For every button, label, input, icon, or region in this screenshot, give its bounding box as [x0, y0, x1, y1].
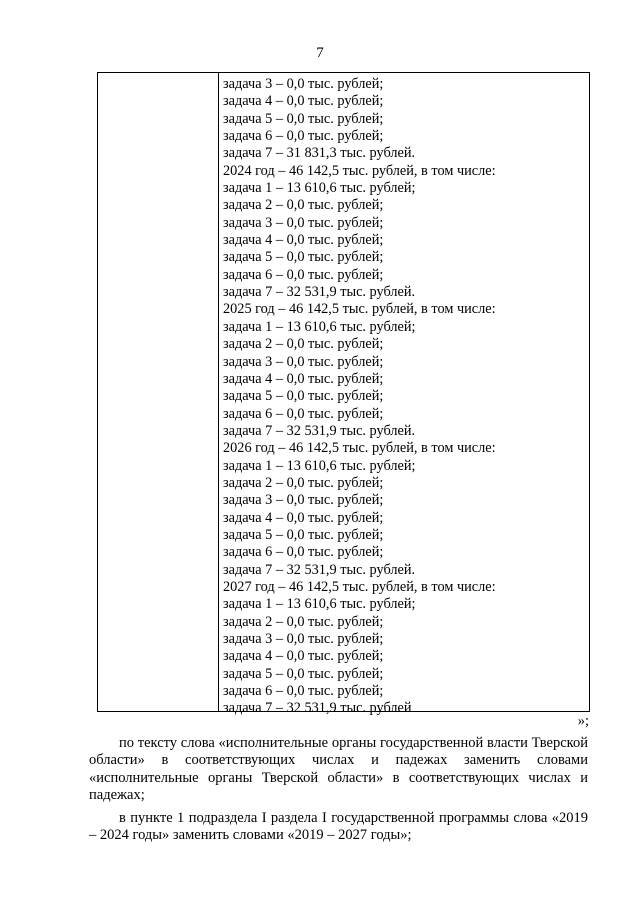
table-line: задача 2 – 0,0 тыс. рублей;	[223, 336, 384, 353]
table-line: задача 7 – 32 531,9 тыс. рублей	[223, 700, 412, 717]
table-line: задача 7 – 32 531,9 тыс. рублей.	[223, 422, 416, 439]
table-line: задача 2 – 0,0 тыс. рублей;	[223, 197, 384, 214]
table-line: задача 1 – 13 610,6 тыс. рублей;	[223, 457, 416, 474]
table-line: задача 1 – 13 610,6 тыс. рублей;	[223, 318, 416, 335]
table-line: задача 2 – 0,0 тыс. рублей;	[223, 474, 384, 491]
table-line: задача 6 – 0,0 тыс. рублей;	[223, 683, 384, 700]
table-line: задача 6 – 0,0 тыс. рублей;	[223, 266, 384, 283]
table-line: задача 1 – 13 610,6 тыс. рублей;	[223, 596, 416, 613]
paragraph-replace-years	[89, 810, 588, 845]
table-line: 2027 год – 46 142,5 тыс. рублей, в том числе:	[223, 578, 496, 595]
table-line: задача 7 – 32 531,9 тыс. рублей.	[223, 561, 416, 578]
table-line: 2026 год – 46 142,5 тыс. рублей, в том числе:	[223, 440, 496, 457]
table-line: задача 6 – 0,0 тыс. рублей;	[223, 544, 384, 561]
closing-quote: »;	[577, 713, 589, 729]
table-line: 2024 год – 46 142,5 тыс. рублей, в том числе:	[223, 162, 496, 179]
table-line: задача 4 – 0,0 тыс. рублей;	[223, 370, 384, 387]
table-line: задача 4 – 0,0 тыс. рублей;	[223, 232, 384, 249]
table-line: задача 4 – 0,0 тыс. рублей;	[223, 648, 384, 665]
table-line: задача 7 – 31 831,3 тыс. рублей.	[223, 145, 416, 162]
table-line: задача 1 – 13 610,6 тыс. рублей;	[223, 180, 416, 197]
table-line: задача 5 – 0,0 тыс. рублей;	[223, 388, 384, 405]
table-line: задача 7 – 32 531,9 тыс. рублей.	[223, 284, 416, 301]
table-line: задача 3 – 0,0 тыс. рублей;	[223, 353, 384, 370]
table-left-cell	[98, 73, 219, 711]
table-line: задача 4 – 0,0 тыс. рублей;	[223, 93, 384, 110]
table-line: задача 6 – 0,0 тыс. рублей;	[223, 128, 384, 145]
funding-table	[97, 72, 590, 717]
paragraph-text: по тексту слова «исполнительные органы государственной власти Тверской области» в соответствующих числах и падежах заменить словами «исполнительные органы Тверской области» в соответствующих числах и падежах;	[89, 735, 588, 803]
paragraph-text: в пункте 1 подраздела I раздела I государственной программы слова «2019 – 2024 годы» заменить словами «2019 – 2027 годы»;	[89, 810, 588, 844]
table-right-cell	[223, 76, 585, 718]
table-line: задача 4 – 0,0 тыс. рублей;	[223, 509, 384, 526]
table-line: задача 5 – 0,0 тыс. рублей;	[223, 526, 384, 543]
table-line: задача 5 – 0,0 тыс. рублей;	[223, 665, 384, 682]
table-line: задача 3 – 0,0 тыс. рублей;	[223, 631, 384, 647]
table-line: задача 3 – 0,0 тыс. рублей;	[223, 214, 384, 231]
paragraph-replace-organs	[89, 735, 588, 804]
table-line: задача 3 – 0,0 тыс. рублей;	[223, 492, 384, 509]
table-line: 2025 год – 46 142,5 тыс. рублей, в том числе:	[223, 301, 496, 318]
table-line: задача 5 – 0,0 тыс. рублей;	[223, 249, 384, 266]
table-line: задача 5 – 0,0 тыс. рублей;	[223, 110, 384, 127]
page-number: 7	[316, 45, 324, 61]
table-line: задача 6 – 0,0 тыс. рублей;	[223, 405, 384, 422]
table-line: задача 2 – 0,0 тыс. рублей;	[223, 613, 384, 630]
table-line: задача 3 – 0,0 тыс. рублей;	[223, 76, 384, 92]
